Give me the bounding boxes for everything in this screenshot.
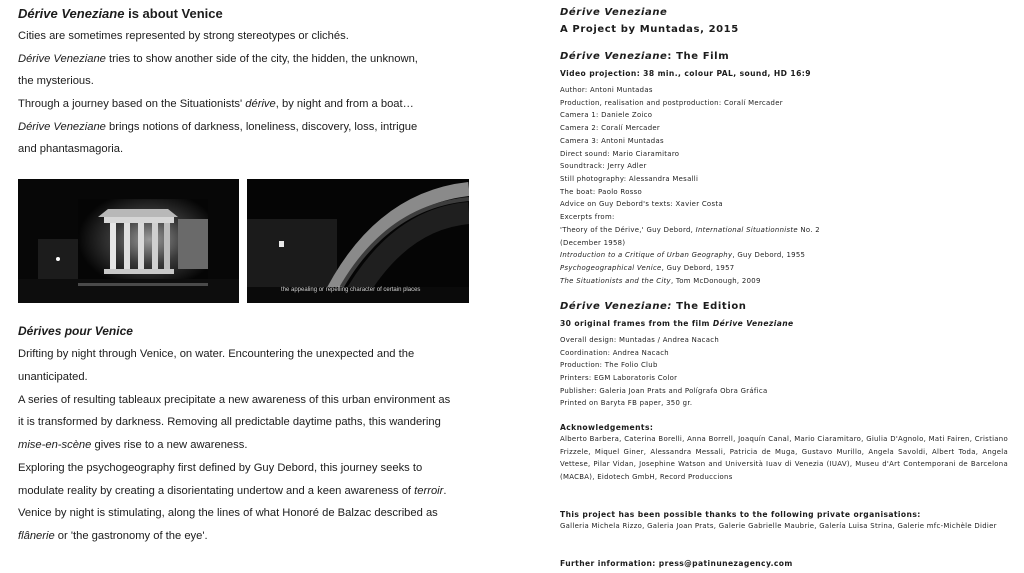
credit-line: Camera 2: Coralí Mercader [560,124,661,132]
edition-credit: Printed on Baryta FB paper, 350 gr. [560,399,693,407]
film-heading: Dérive Veneziane: The Film [560,51,730,62]
credit-line: The boat: Paolo Rosso [560,188,643,196]
credit-line: Production, realisation and postproduction: Coralí Mercader [560,99,783,107]
acknowledgements-text: Alberto Barbera, Caterina Borelli, Anna Borrell, Joaquín Canal, Mario Ciaramitaro, Giulia D'Agnolo, Mati Fairen, Cristiano Frizzele, Miquel Giner, Alessandra Messali, Patricia de Muga, Gustavo Murillo, Angela Savoldi, Albert Toda, Angela Vettese, Pilar Vidan, Josephine Watson and Università Iuav di Venezia (IUAV), Museu d'Art Contemporani de Barcelona (MACBA), Eidotech GmbH, Record Produccions [560,435,1008,481]
church-facade-image [18,179,239,303]
credit-line: Camera 1: Daniele Zoico [560,111,653,119]
intro-line-5: Dérive Veneziane brings notions of darkness, loneliness, discovery, loss, intrigue [18,121,418,133]
credit-line: Soundtrack: Jerry Adler [560,162,647,170]
derives-p2-line-1: A series of resulting tableaux precipitate a new awareness of this urban environment as [18,394,451,406]
intro-line-2: Dérive Veneziane tries to show another side of the city, the hidden, the unknown, [18,53,418,65]
derives-p1-line-2: unanticipated. [18,371,88,383]
intro-heading: Dérive Veneziane is about Venice [18,6,223,21]
edition-credit: Printers: EGM Laboratoris Color [560,374,678,382]
excerpt-3: Psychogeographical Venice, Guy Debord, 1957 [560,264,735,272]
credit-line: Author: Antoni Muntadas [560,86,653,94]
film-still-bridge [247,179,469,303]
credit-line: Excerpts from: [560,213,615,221]
edition-credit: Overall design: Muntadas / Andrea Nacach [560,336,720,344]
edition-subheading: 30 original frames from the film Dérive Veneziane [560,319,794,328]
derives-p1-line-1: Drifting by night through Venice, on water. Encountering the unexpected and the [18,348,415,360]
edition-credit: Coordination: Andrea Nacach [560,349,669,357]
right-title: Dérive Veneziane [560,7,668,18]
private-orgs-heading: This project has been possible thanks to the following private organisations: [560,510,921,519]
intro-line-6: and phantasmagoria. [18,143,124,155]
bridge-arch-image [247,179,469,303]
intro-line-3: the mysterious. [18,75,94,87]
credit-line: Direct sound: Mario Ciaramitaro [560,150,680,158]
edition-credit: Production: The Folio Club [560,361,658,369]
excerpt-1: 'Theory of the Dérive,' Guy Debord, International Situationniste No. 2 [560,226,820,234]
derives-p3-line-2: modulate reality by creating a disorientating undertow and a keen awareness of terroir. [18,485,447,497]
further-information: Further information: press@patinunezagency.com [560,559,793,568]
derives-heading: Dérives pour Venice [18,324,133,338]
excerpt-1-date: (December 1958) [560,239,626,247]
intro-line-1: Cities are sometimes represented by strong stereotypes or clichés. [18,30,349,42]
private-orgs-text: Galleria Michela Rizzo, Galeria Joan Prats, Galerie Gabrielle Maubrie, Galería Luisa Strina, Galerie mfc-Michèle Didier [560,522,997,530]
edition-heading: Dérive Veneziane: The Edition [560,301,747,312]
credit-line: Advice on Guy Debord's texts: Xavier Costa [560,200,723,208]
project-line: A Project by Muntadas, 2015 [560,24,739,35]
excerpt-2: Introduction to a Critique of Urban Geography, Guy Debord, 1955 [560,251,806,259]
intro-line-4: Through a journey based on the Situationists' dérive, by night and from a boat… [18,98,414,110]
film-subheading: Video projection: 38 min., colour PAL, sound, HD 16:9 [560,69,811,78]
credit-line: Still photography: Alessandra Mesalli [560,175,699,183]
image-caption: the appealing or repelling character of certain places [281,287,421,293]
derives-p4-line-1: Venice by night is stimulating, along the lines of what Honoré de Balzac described as [18,507,438,519]
derives-p2-line-2: it is transformed by darkness. Removing all predictable daytime paths, this wandering [18,416,441,428]
credit-line: Camera 3: Antoni Muntadas [560,137,664,145]
edition-credit: Publisher: Galeria Joan Prats and Polígrafa Obra Gráfica [560,387,768,395]
derives-p4-line-2: flânerie or 'the gastronomy of the eye'. [18,530,208,542]
excerpt-4: The Situationists and the City, Tom McDonough, 2009 [560,277,761,285]
acknowledgements-heading: Acknowledgements: [560,423,654,432]
film-still-church [18,179,239,303]
derives-p2-line-3: mise-en-scène gives rise to a new awareness. [18,439,248,451]
derives-p3-line-1: Exploring the psychogeography first defined by Guy Debord, this journey seeks to [18,462,423,474]
